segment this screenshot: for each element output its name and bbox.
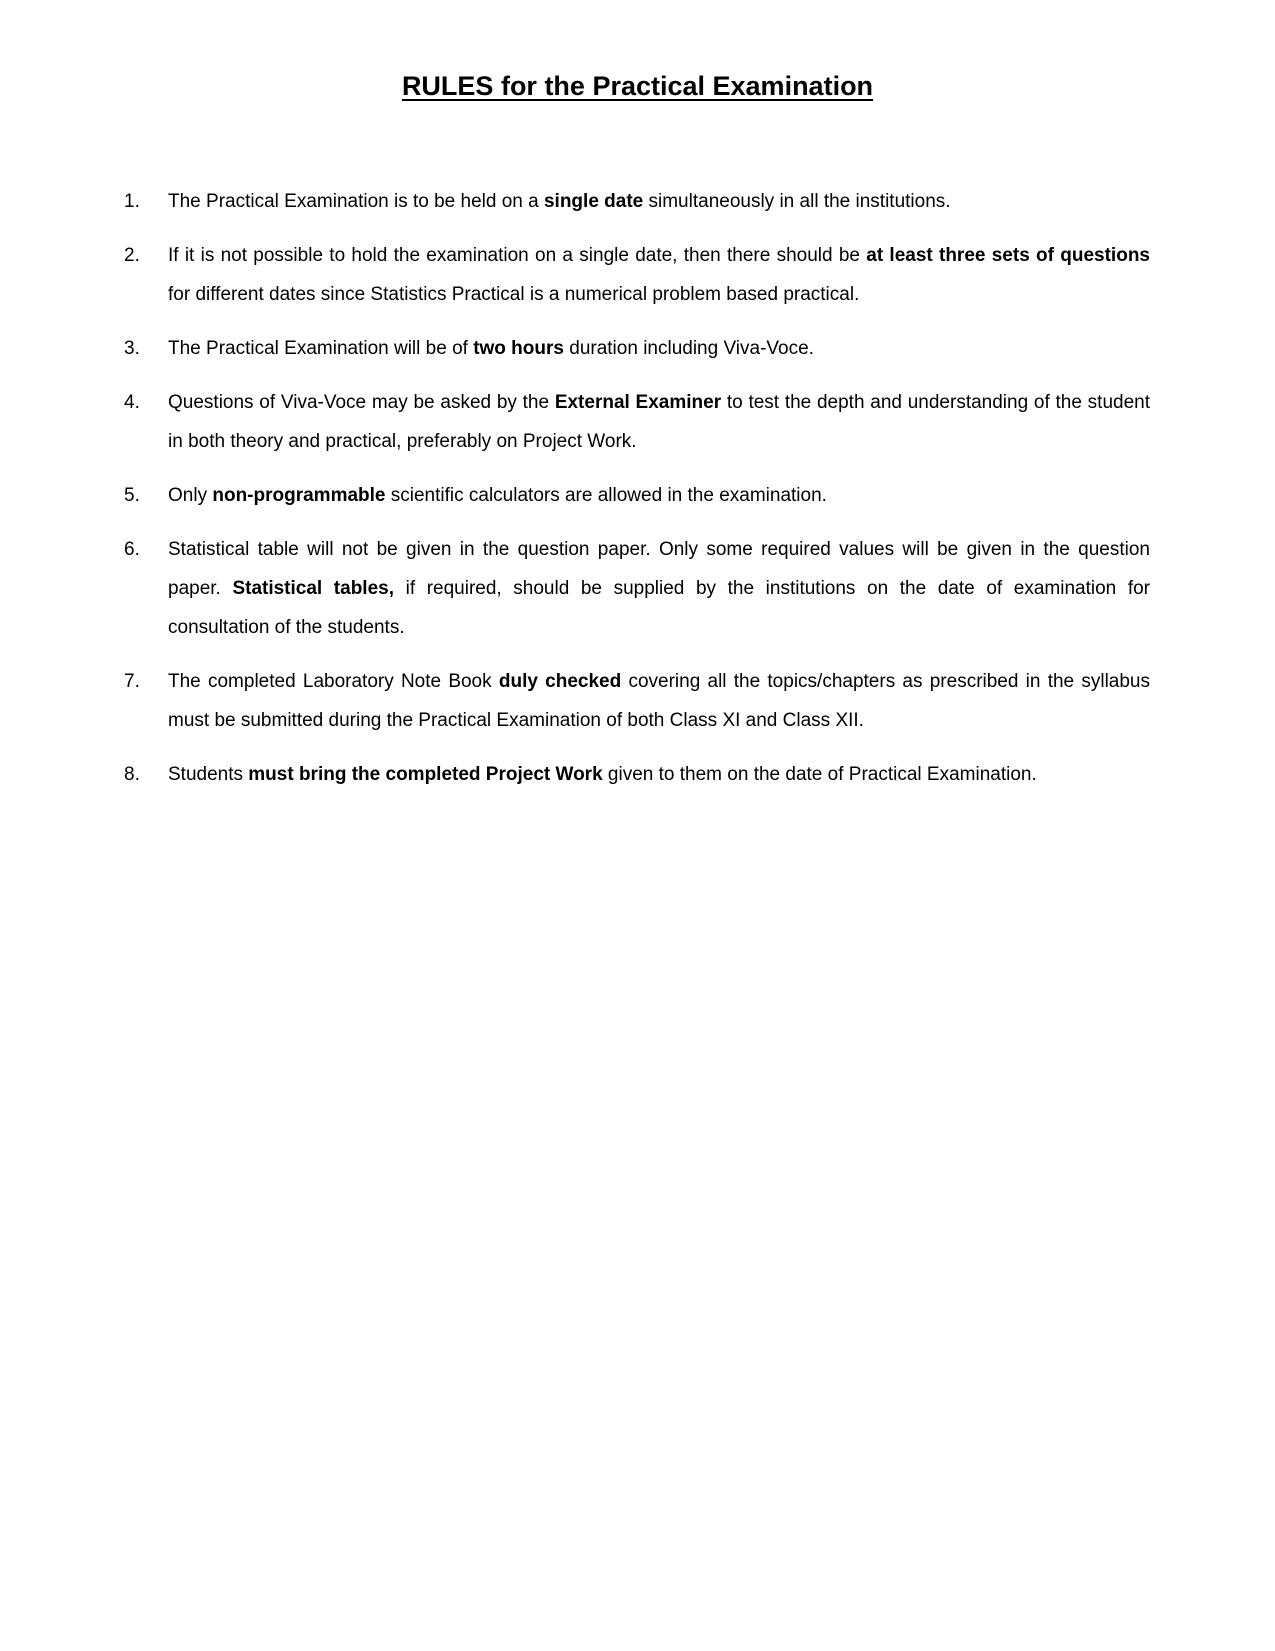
rule-item	[124, 236, 1150, 314]
rule-text-segment: Only	[168, 485, 213, 506]
rule-item	[124, 755, 1150, 794]
rule-text-segment: Students	[168, 764, 249, 785]
rule-text-segment: simultaneously in all the institutions.	[643, 191, 951, 212]
rule-text	[168, 764, 1037, 785]
rule-text-segment: If it is not possible to hold the examination on a single date, then there should be	[168, 245, 867, 266]
rule-text-segment: Questions of Viva-Voce may be asked by the	[168, 392, 555, 413]
rule-number: 3.	[124, 338, 140, 359]
rule-number: 6.	[124, 539, 140, 560]
rule-item	[124, 476, 1150, 515]
rule-emphasis: single date	[543, 191, 644, 212]
rule-text	[168, 539, 1150, 638]
rule-text-segment: given to them on the date of Practical Examination.	[602, 764, 1037, 785]
rule-number: 7.	[124, 671, 140, 692]
rule-emphasis: duly checked	[498, 671, 622, 692]
rule-emphasis: at least three sets of questions	[866, 245, 1150, 266]
rule-emphasis: non-programmable	[212, 485, 386, 506]
document-title: RULES for the Practical Examination	[401, 71, 874, 101]
rule-emphasis: Statistical tables,	[232, 578, 394, 599]
rule-text	[168, 671, 1150, 731]
rule-item	[124, 329, 1150, 368]
rule-text-segment: duration including Viva-Voce.	[563, 338, 814, 359]
rule-text	[168, 485, 827, 506]
rule-item	[124, 662, 1150, 740]
rule-number: 5.	[124, 485, 140, 506]
rule-text-segment: scientific calculators are allowed in the examination.	[385, 485, 827, 506]
rule-item	[124, 383, 1150, 461]
rule-number: 8.	[124, 764, 140, 785]
rule-text-segment: The Practical Examination will be of	[168, 338, 474, 359]
rule-text-segment: to test the depth and understanding of the student in both theory and practical, preferably on Project Work.	[168, 392, 1150, 452]
rule-number: 2.	[124, 245, 140, 266]
rule-text-segment: Statistical table will not be given in the question paper. Only some required values will be given in the question paper.	[168, 539, 1150, 599]
rule-item	[124, 182, 1150, 221]
rule-text-segment: if required, should be supplied by the institutions on the date of examination for consultation of the students.	[168, 578, 1151, 638]
rule-text	[168, 191, 951, 212]
rule-text	[168, 245, 1150, 305]
rule-number: 4.	[124, 392, 140, 413]
rule-number: 1.	[124, 191, 140, 212]
rule-emphasis: must bring the completed Project Work	[248, 764, 603, 785]
rules-list	[124, 182, 1150, 809]
rule-text	[168, 338, 814, 359]
rule-emphasis: External Examiner	[554, 392, 722, 413]
rule-text-segment: The completed Laboratory Note Book	[168, 671, 499, 692]
rule-emphasis: two hours	[473, 338, 564, 359]
rule-item	[124, 530, 1150, 647]
rule-text	[168, 392, 1150, 452]
rule-text-segment: for different dates since Statistics Practical is a numerical problem based practical.	[168, 284, 860, 305]
rule-text-segment: The Practical Examination is to be held on a	[168, 191, 544, 212]
rule-text-segment: covering all the topics/chapters as prescribed in the syllabus must be submitted during the Practical Examination of both Class XI and Class XII.	[168, 671, 1150, 731]
